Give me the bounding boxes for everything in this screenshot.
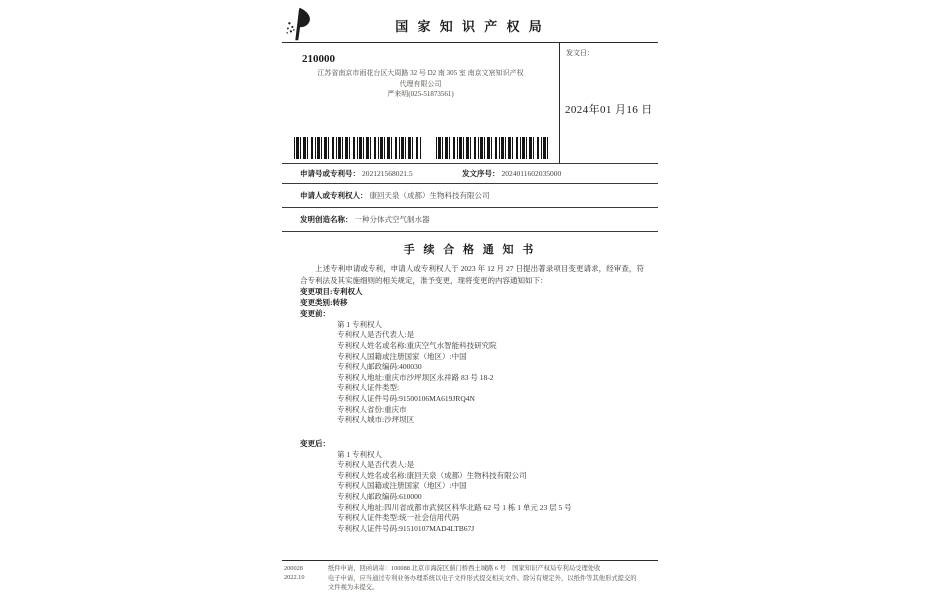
change-item-line: 变更项目:专利权人 (300, 287, 363, 297)
footer-form-version: 2022.10 (284, 574, 305, 582)
application-number-value: 202121568021.5 (362, 169, 413, 178)
recipient-address-line2: 代理有限公司 (399, 79, 442, 88)
serial-number-label: 发文序号： (462, 169, 500, 178)
before-change-list (337, 320, 658, 426)
application-number-row (282, 164, 658, 184)
agency-title: 国 家 知 识 产 权 局 (395, 19, 545, 34)
detail-line: 专利权人国籍或注册国家（地区）:中国 (337, 481, 467, 491)
footer-note-line3: 文件视为未提交。 (328, 584, 379, 592)
detail-line: 专利权人国籍或注册国家（地区）:中国 (337, 351, 467, 361)
recipient-block (282, 43, 559, 163)
before-change-label: 变更前： (300, 309, 330, 318)
footer-form-code: 200028 (284, 564, 303, 572)
detail-line: 专利权人证件类型:统一社会信用代码 (337, 513, 460, 523)
detail-line: 专利权人省份:重庆市 (337, 404, 407, 414)
serial-number-cell (462, 168, 561, 179)
dispatch-date-value: 2024年01 月16 日 (565, 104, 653, 116)
dispatch-date-label: 发文日： (566, 49, 594, 57)
detail-line: 第 1 专利权人 (337, 319, 382, 329)
detail-line: 专利权人地址:四川省成都市武侯区科华北路 62 号 1 栋 1 单元 23 层 5 号 (337, 502, 572, 512)
notice-title: 手 续 合 格 通 知 书 (403, 244, 537, 256)
barcode-row (294, 137, 548, 159)
barcode-application (294, 137, 422, 159)
after-change-list (337, 450, 658, 535)
recipient-address-line1: 江苏省南京市雨花台区大周路 32 号 D2 南 305 室 南京文宸知识产权 (317, 69, 524, 77)
notice-document (282, 0, 658, 600)
applicant-label: 申请人或专利权人： (300, 191, 368, 200)
detail-line: 专利权人姓名或名称:重庆空气水智能科技研究院 (337, 341, 497, 351)
document-footer (282, 560, 658, 593)
applicant-value: 康回天泉（成都）生物科技有限公司 (369, 191, 490, 200)
footer-note-line2: 电子申请，应当通过专利业务办理系统以电子文件形式提交相关文件。除另有规定外，以纸件等其他形式提交的 (328, 574, 637, 582)
detail-line: 专利权人证件类型: (337, 383, 400, 393)
recipient-postal-code: 210000 (302, 53, 335, 65)
barcode-serial (436, 137, 548, 159)
dispatch-date-box (559, 43, 658, 163)
info-section (282, 43, 658, 164)
document-header (282, 0, 658, 43)
detail-line: 专利权人姓名或名称:康回天泉（成都）生物科技有限公司 (337, 470, 527, 480)
detail-line: 第 1 专利权人 (337, 449, 382, 459)
detail-line: 专利权人证件号码:91510107MAD4LTB67J (337, 523, 475, 533)
footer-form-code-block (282, 564, 328, 593)
application-number-label: 申请号或专利号： (300, 169, 360, 178)
application-number-cell (300, 168, 462, 179)
notice-body: 上述专利申请或专利，申请人或专利权人于 2023 年 12 月 27 日提出著录项目变更请求，经审查，符合专利法及其实施细则的相关规定，准予变更，现将变更的内容通知如下： (300, 264, 644, 285)
invention-label: 发明创造名称： (300, 215, 353, 224)
detail-line: 专利权人是否代表人:是 (337, 460, 415, 470)
after-change-label: 变更后： (300, 438, 330, 448)
recipient-contact: 严来明(025-51873561) (387, 90, 454, 98)
applicant-row (282, 184, 658, 208)
detail-line: 专利权人证件号码:91500106MA619JRQ4N (337, 394, 475, 404)
footer-note-line1: 纸件申请，回函请寄：100088 北京市海淀区蓟门桥西土城路 6 号 国家知识产权局专利局受理处收 (328, 564, 601, 572)
invention-row (282, 208, 658, 232)
detail-line: 专利权人城市:沙坪坝区 (337, 415, 415, 425)
detail-line: 专利权人邮政编码:610000 (337, 492, 422, 502)
change-type-line: 变更类别:转移 (300, 298, 348, 308)
detail-line: 专利权人邮政编码:400030 (337, 362, 422, 372)
detail-line: 专利权人地址:重庆市沙坪坝区永祥路 83 号 18-2 (337, 372, 494, 382)
serial-number-value: 2024011602035000 (501, 169, 562, 178)
invention-value: 一种分体式空气制水器 (354, 215, 430, 224)
detail-line: 专利权人是否代表人:是 (337, 330, 415, 340)
footer-notes (328, 564, 658, 593)
